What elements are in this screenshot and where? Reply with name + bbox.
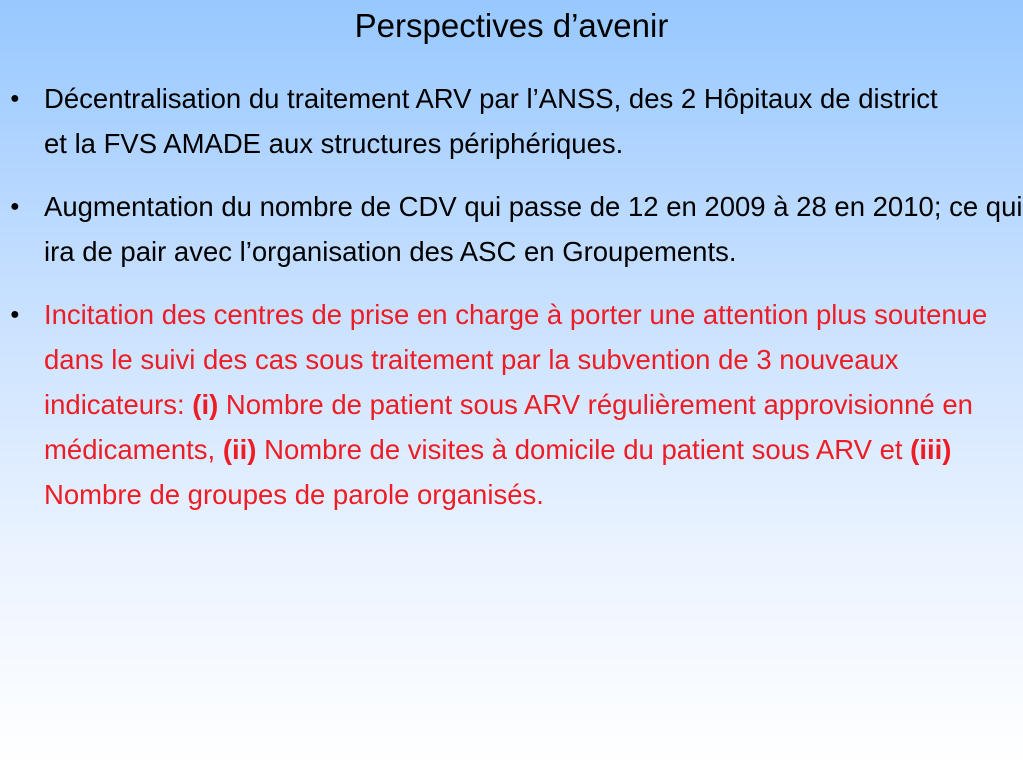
indicator-marker-iii: (iii) — [910, 434, 952, 465]
bullet-text-part3: Nombre de visites à domicile du patient sous ARV et — [256, 434, 911, 465]
bullet-text-part4: Nombre de groupes de parole organisés. — [44, 479, 544, 510]
bullet-incitation — [0, 292, 1023, 517]
bullet-cdv — [0, 184, 1023, 274]
bullet-text-part1: Incitation des centres de prise en charge à porter une attention plus soutenue dans le suivi des cas sous traitement par la subvention de 3 nouveaux indicateurs: — [44, 299, 988, 420]
bullet-text: Augmentation du nombre de CDV qui passe de 12 en 2009 à 28 en 2010; ce qui ira de pair avec l’organisation des ASC en Groupements. — [44, 191, 1023, 267]
bullet-dot-icon: ● — [10, 306, 20, 323]
indicator-marker-ii: (ii) — [222, 434, 257, 465]
slide-title: Perspectives d’avenir — [354, 7, 669, 44]
bullet-dot-icon: ● — [10, 198, 20, 215]
bullet-text-part2: Nombre de patient sous ARV régulièrement approvisionné en médicaments, — [44, 389, 973, 465]
bullet-list — [0, 76, 1023, 535]
bullet-text: Décentralisation du traitement ARV par l’ANSS, des 2 Hôpitaux de district et la FVS AMADE aux structures périphériques. — [44, 83, 938, 159]
bullet-decentralisation — [0, 76, 944, 166]
bullet-dot-icon: ● — [10, 90, 20, 107]
indicator-marker-i: (i) — [192, 389, 219, 420]
